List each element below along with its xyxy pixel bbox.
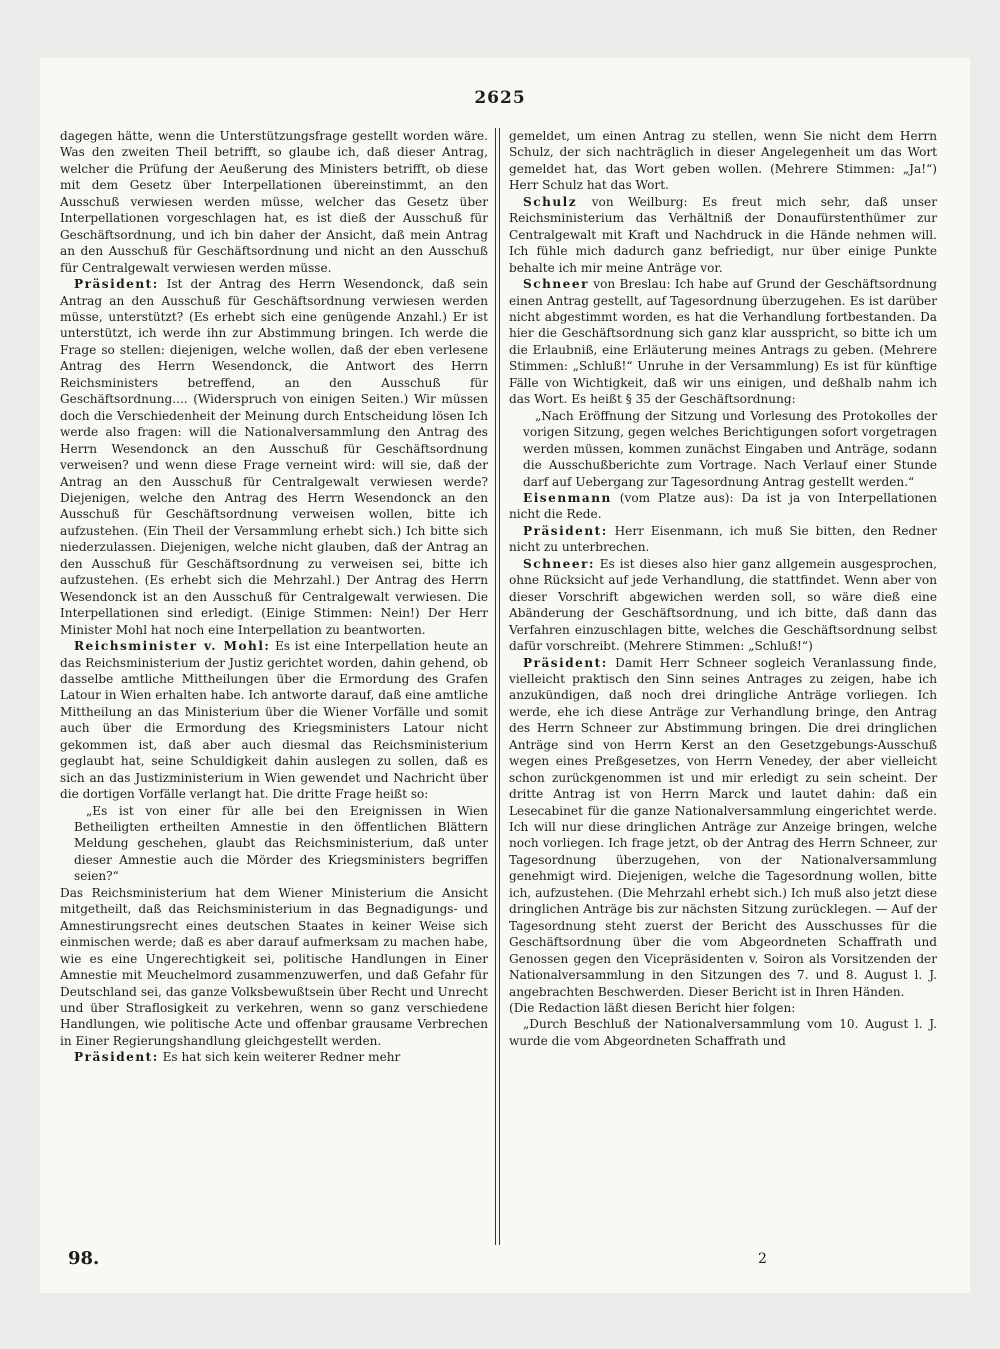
paragraph <box>60 638 488 803</box>
signature-mark: 2 <box>758 1251 767 1267</box>
speaker-name: Eisenmann <box>523 490 612 505</box>
paragraph-text: (Die Redaction läßt diesen Bericht hier folgen: <box>509 1001 796 1016</box>
paragraph-text: Es ist eine Interpellation heute an das Reichsministerium der Justiz gerichtet worden, dahin gehend, ob dasselbe amtliche Mittheilungen über die Ermordung des Grafen Latour in Wien erhalten habe. Ich antworte darauf, daß eine amtliche Mittheilung an das Ministerium über die Wiener Vorfälle und somit auch über die Ermordung des Kriegsministers Latour nicht gekommen ist, daß aber auch diesmal das Reichsministerium geglaubt hat, seine Schuldigkeit dahin auslegen zu sollen, daß es sich an das Justizministerium in Wien gewendet und Nachricht über die dortigen Vorfälle verlangt hat. Die dritte Frage heißt so: <box>60 639 488 802</box>
paragraph <box>509 128 937 194</box>
paragraph-text: „Durch Beschluß der Nationalversammlung vom 10. August l. J. wurde die vom Abgeordneten Schaffrath und <box>509 1017 937 1048</box>
paragraph-text: (vom Platze aus): Da ist ja von Interpellationen nicht die Rede. <box>509 490 937 522</box>
paragraph <box>509 490 937 523</box>
page-number: 2625 <box>474 88 526 108</box>
paragraph-text: Ist der Antrag des Herrn Wesendonck, daß sein Antrag an den Ausschuß für Geschäftsordnung verwiesen werden müsse, unterstützt? (Es erhebt sich eine genügende Anzahl.) Er ist unterstützt, ich werde ihn zur Abstimmung bringen. Ich werde die Frage so stellen: diejenigen, welche wollen, daß der eben verlesene Antrag des Herrn Wesendonck, die Antwort des Herrn Reichsministers betreffend, an den Ausschuß für Geschäftsordnung.... (Widerspruch von einigen Seiten.) Wir müssen doch die Verschiedenheit der Meinung durch Entscheidung lösen Ich werde also fragen: will die Nationalversammlung den Antrag des Herrn Wesendonck an den Ausschuß für Geschäftsordnung verweisen? und wenn diese Frage verneint wird: will sie, daß der Antrag an den Ausschuß für Centralgewalt verwiesen werde? Diejenigen, welche den Antrag des Herrn Wesendonck an den Ausschuß für Geschäftsordnung verweisen wollen, bitte ich aufzustehen. (Ein Theil der Versammlung erhebt sich.) Ich bitte sich niederzulassen. Diejenigen, welche nicht glauben, daß der Antrag an den Ausschuß für Geschäftsordnung zu verweisen sei, bitte ich aufzustehen. (Es erhebt sich die Mehrzahl.) Der Antrag des Herrn Wesendonck ist an den Ausschuß für Centralgewalt verwiesen. Die Interpellationen sind erledigt. (Einige Stimmen: Nein!) Der Herr Minister Mohl hat noch eine Interpellation zu beantworten. <box>60 277 488 637</box>
right-column <box>509 128 937 1049</box>
paragraph-text: Herr Eisenmann, ich muß Sie bitten, den Redner nicht zu unterbrechen. <box>509 523 937 555</box>
speaker-name: Schneer: <box>523 556 595 571</box>
paragraph <box>509 523 937 556</box>
paragraph-text: Es hat sich kein weiterer Redner mehr <box>162 1050 401 1065</box>
paragraph <box>60 885 488 1050</box>
paragraph <box>509 276 937 408</box>
column-divider <box>495 128 500 1245</box>
speaker-name: Schneer <box>523 277 589 292</box>
paragraph-text: gemeldet, um einen Antrag zu stellen, wenn Sie nicht dem Herrn Schulz, der sich nachträglich in dieser Angelegenheit um das Wort gemeldet hat, das Wort geben wollen. (Mehrere Stimmen: „Ja!“) Herr Schulz hat das Wort. <box>509 129 937 193</box>
speaker-name: Reichsminister v. Mohl: <box>74 639 271 654</box>
paragraph <box>509 556 937 655</box>
paragraph-text: Damit Herr Schneer sogleich Veranlassung finde, vielleicht praktisch den Sinn seines Antrages zu zeigen, habe ich anzukündigen, daß noch drei dringliche Anträge vorliegen. Ich werde, ehe ich diese Anträge zur Verhandlung bringe, den Antrag des Herrn Schneer zur Abstimmung bringen. Die drei dringlichen Anträge sind von Herrn Kerst an den Gesetzgebungs-Ausschuß wegen eines Preßgesetzes, von Herrn Venedey, der aber vielleicht schon zurückgenommen ist und mir erledigt zu sein scheint. Der dritte Antrag ist von Herrn Marck und lautet dahin: daß ein Lesecabinet für die ganze Nationalversammlung eingerichtet werde. Ich will nur diese dringlichen Anträge zur Anzeige bringen, welche noch vorliegen. Ich frage jetzt, ob der Antrag des Herrn Schneer, zur Tagesordnung überzugehen, von der Nationalversammlung genehmigt wird. Diejenigen, welche die Tagesordnung wollen, bitte ich, aufzustehen. (Die Mehrzahl erhebt sich.) Ich muß also jetzt diese dringlichen Anträge bis zur nächsten Sitzung zurücklegen. — Auf der Tagesordnung steht zuerst der Bericht des Ausschusses für die Geschäftsordnung über die vom Abgeordneten Schaffrath und Genossen gegen den Vicepräsidenten v. Soiron als Vorsitzenden der Nationalversammlung in den Sitzungen des 7. und 8. August l. J. angebrachten Beschwerden. Dieser Bericht ist in Ihren Händen. <box>509 655 937 999</box>
paragraph <box>509 1016 937 1049</box>
speaker-name: Präsident: <box>523 655 608 670</box>
paragraph <box>60 128 488 276</box>
sheet-signature: 98. <box>68 1248 100 1269</box>
paragraph <box>509 194 937 276</box>
speaker-name: Schulz <box>523 194 578 209</box>
paragraph <box>509 655 937 1001</box>
paragraph-text: „Es ist von einer für alle bei den Ereignissen in Wien Betheiligten ertheilten Amnestie in den öffentlichen Blättern Meldung geschehen, glaubt das Reichsministerium, daß unter dieser Amnestie auch die Mörder des Kriegsministers begriffen seien?“ <box>74 803 488 884</box>
paragraph-text: „Nach Eröffnung der Sitzung und Vorlesung des Protokolles der vorigen Sitzung, gegen welches Berichtigungen sofort vorgetragen werden müssen, kommen zunächst Eingaben und Anträge, sodann die Ausschußberichte zum Vortrage. Nach Verlauf einer Stunde darf auf Uebergang zur Tagesordnung Antrag gestellt werden.“ <box>523 408 937 489</box>
paragraph-text: von Breslau: Ich habe auf Grund der Geschäftsordnung einen Antrag gestellt, auf Tagesordnung überzugehen. Es ist darüber nicht abgestimmt worden, es hat die Verhandlung fortbestanden. Da hier die Geschäftsordnung sich ganz klar ausspricht, so bitte ich um die Erlaubniß, eine Erläuterung meines Antrags zu geben. (Mehrere Stimmen: „Schluß!“ Unruhe in der Versammlung) Es ist für künftige Fälle von Wichtigkeit, daß wir uns einigen, und deßhalb nahm ich das Wort. Es heißt § 35 der Geschäftsordnung: <box>509 277 937 407</box>
quoted-passage <box>523 408 937 490</box>
paragraph-text: dagegen hätte, wenn die Unterstützungsfrage gestellt worden wäre. Was den zweiten Theil betrifft, so glaube ich, daß dieser Antrag, welcher die Prüfung der Aeußerung des Ministers betrifft, ob diese mit dem Gesetz über Interpellationen übereinstimmt, an den Ausschuß verwiesen werden müsse, welcher das Gesetz über Interpellationen vorgeschlagen hat, es ist dieß der Ausschuß für Geschäftsordnung, und ich bin daher der Ansicht, daß mein Antrag an den Ausschuß für Geschäftsordnung und nicht an den Ausschuß für Centralgewalt verwiesen werden müsse. <box>60 129 488 275</box>
quoted-passage <box>74 803 488 885</box>
paragraph <box>509 1000 937 1016</box>
paragraph-text: Das Reichsministerium hat dem Wiener Ministerium die Ansicht mitgetheilt, daß das Reichsministerium in das Begnadigungs- und Amnestirungsrecht eines deutschen Staates in keiner Weise sich einmischen werde; daß es aber darauf aufmerksam zu machen habe, wie es eine Ungerechtigkeit sei, politische Handlungen in Einer Amnestie mit Meuchelmord zusammenzuwerfen, und daß Gefahr für Deutschland sei, das ganze Volksbewußtsein über Recht und Unrecht und über Straflosigkeit zu verkehren, wenn so ganz verschiedene Handlungen, wie politische Acte und offenbar grausame Verbrechen in Einer Regierungshandlung gleichgestellt werden. <box>60 885 488 1048</box>
paragraph-text: von Weilburg: Es freut mich sehr, daß unser Reichsministerium das Verhältniß der Donaufürstenthümer zur Centralgewalt mit Kraft und Nachdruck in die Hände nehmen will. Ich fühle mich dadurch ganz befriedigt, nur über einige Punkte behalte ich mir meine Anträge vor. <box>509 194 937 275</box>
paragraph-text: Es ist dieses also hier ganz allgemein ausgesprochen, ohne Rücksicht auf jede Verhandlung, die stattfindet. Wenn aber von dieser Vorschrift abgewichen werden soll, so wäre dieß eine Abänderung der Geschäftsordnung, und ich bitte, daß dann das Verfahren einzuschlagen bitte, welches die Geschäftsordnung selbst dafür vorschreibt. (Mehrere Stimmen: „Schluß!“) <box>509 556 937 654</box>
left-column <box>60 128 488 1066</box>
speaker-name: Präsident: <box>523 523 608 538</box>
paragraph <box>60 1049 488 1065</box>
speaker-name: Präsident: <box>74 1050 159 1065</box>
speaker-name: Präsident: <box>74 277 159 292</box>
paragraph <box>60 276 488 638</box>
